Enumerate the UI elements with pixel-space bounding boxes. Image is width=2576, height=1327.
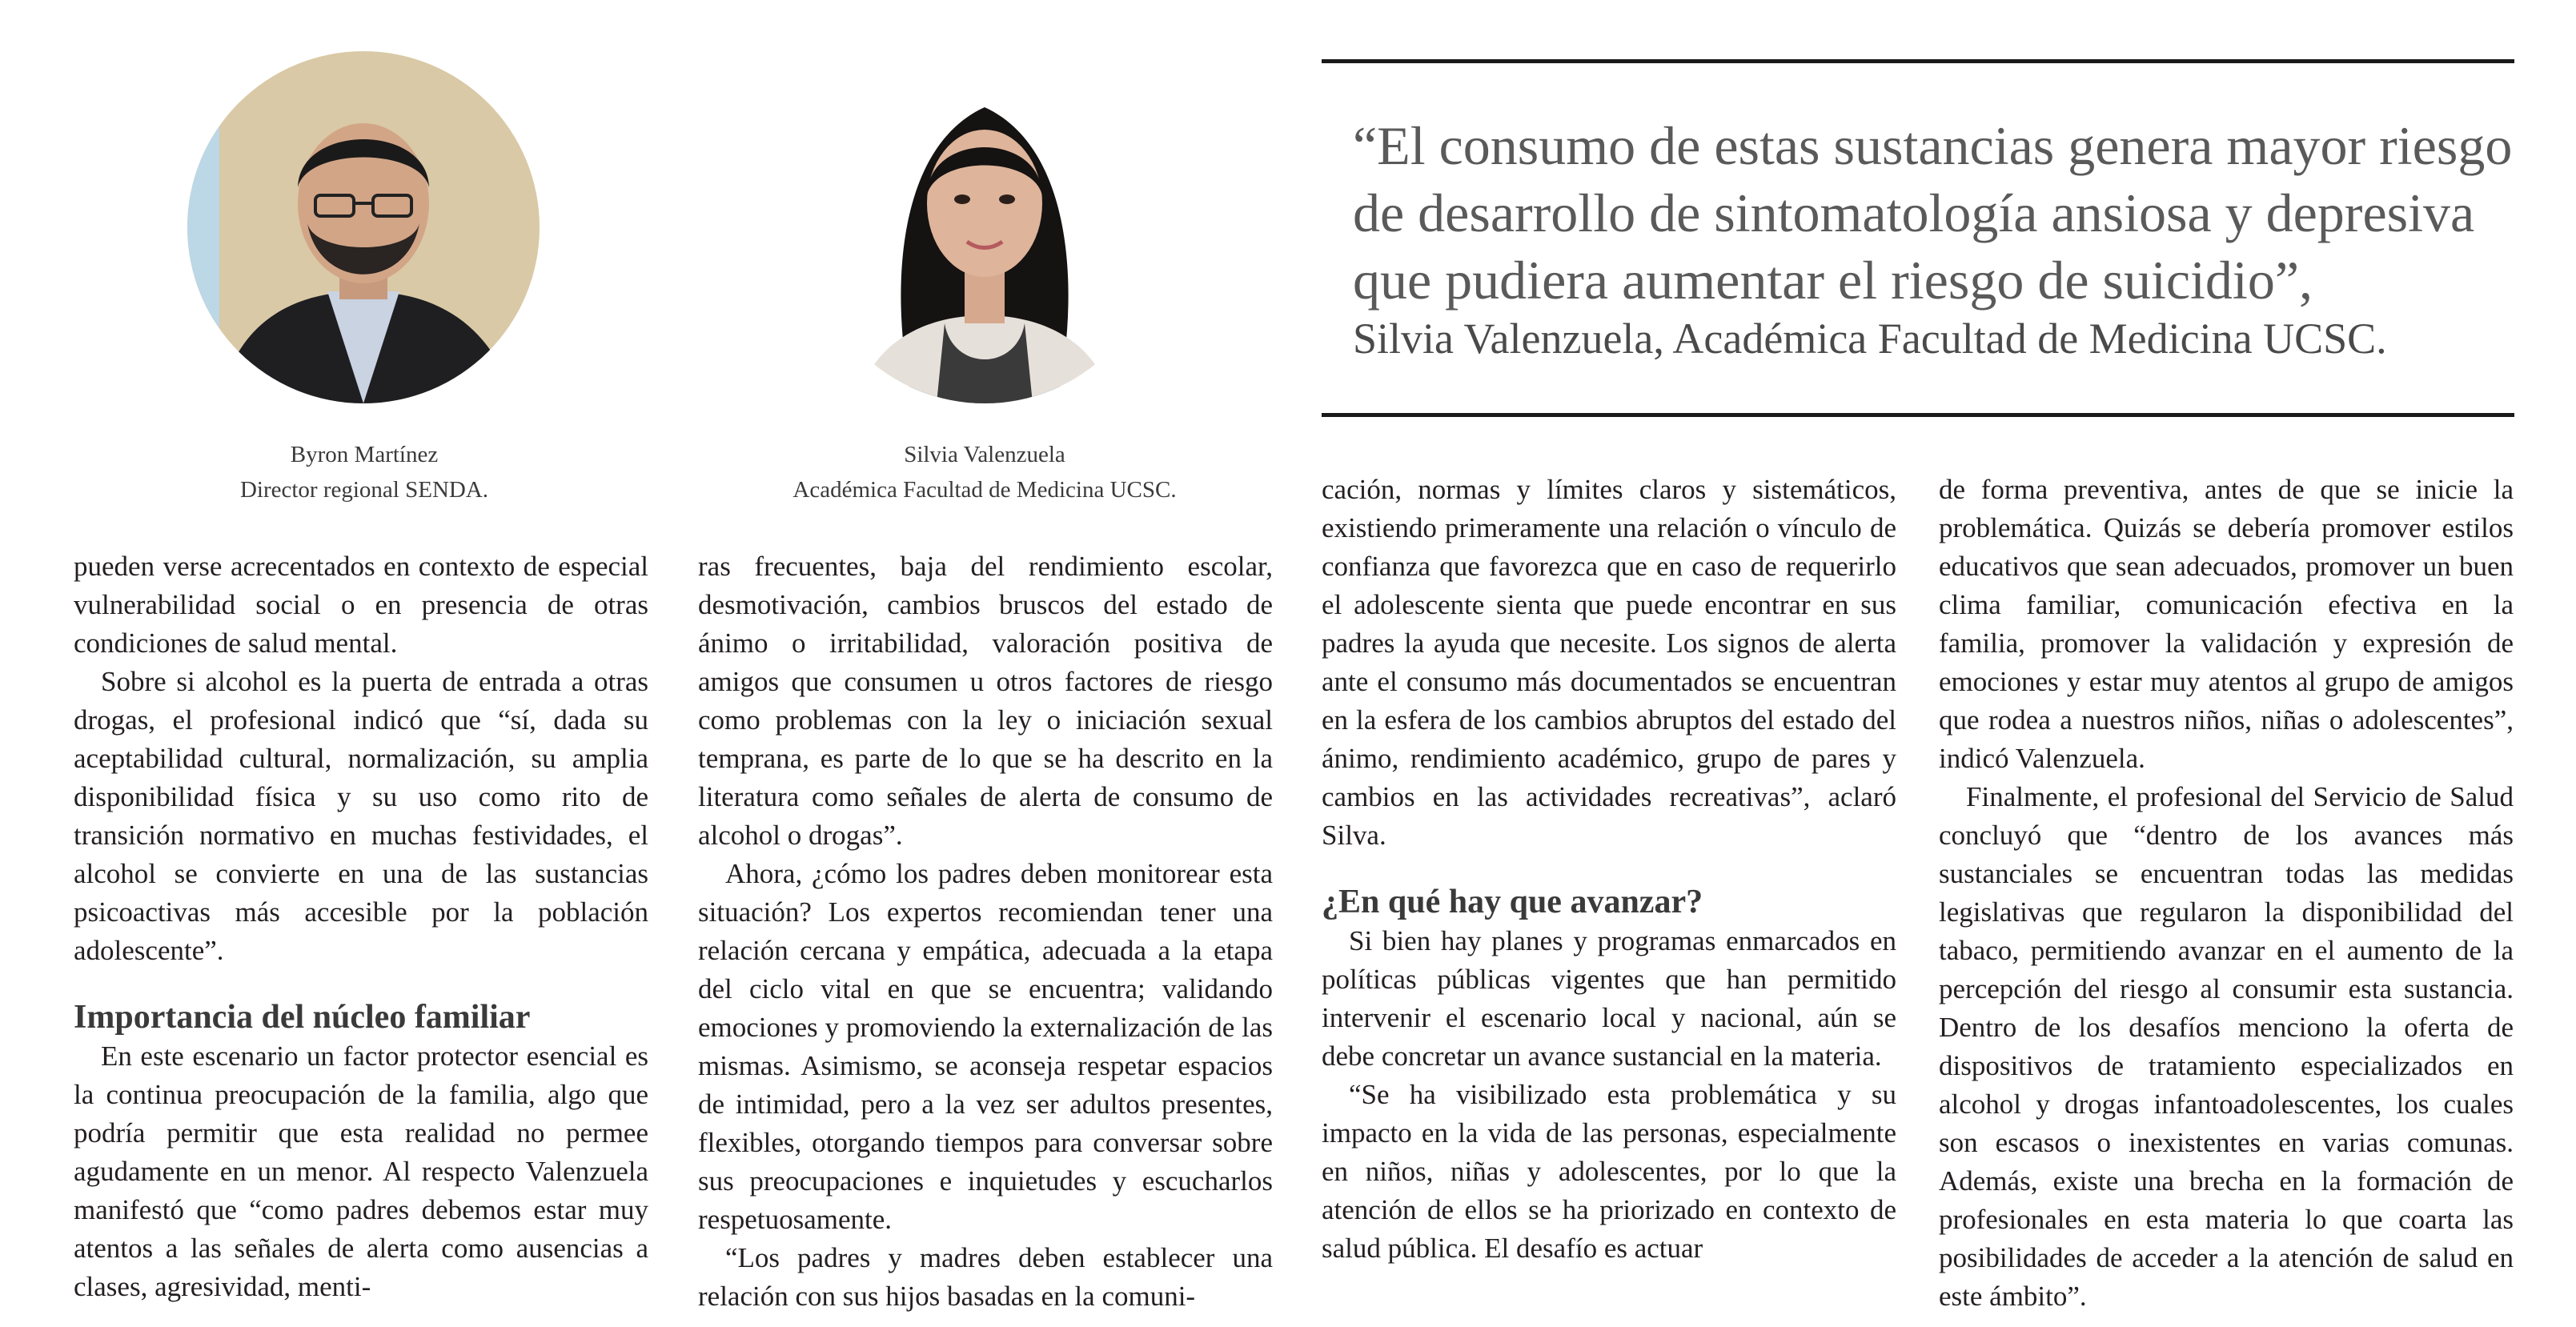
paragraph: pueden verse acrecentados en contexto de especial vulnerabilidad social o en presencia de otras condiciones de salud mental. <box>74 551 648 659</box>
pull-quote-line: que pudiera aumentar el riesgo de suicidio”, <box>1353 250 2313 311</box>
caption-role: Director regional SENDA. <box>239 477 489 503</box>
pull-quote-line: “El consumo de estas sustancias genera mayor riesgo <box>1353 115 2513 176</box>
article-column-2 <box>698 547 1273 1316</box>
paragraph: de forma preventiva, antes de que se inicie la problemática. Quizás se debería promover estilos educativos que sean adecuados, promover un buen clima familiar, comunicación efectiva en la familia, promover la validación y expresión de emociones y estar muy atentos al grupo de amigos que rodea a nuestros niños, niñas o adolescentes”, indicó Valenzuela. <box>1939 474 2514 774</box>
article-column-4 <box>1939 471 2514 1316</box>
pull-quote <box>1353 112 2538 363</box>
paragraph: Finalmente, el profesional del Servicio de Salud concluyó que “dentro de los avances más sustanciales se encuentran todas las medidas legislativas que regularon la disponibilidad del tabaco, permitiendo avanzar en el aumento de la percepción del riesgo al consumir esta sustancia. Dentro de los desafíos menciono la oferta de dispositivos de tratamiento especializados en alcohol y drogas infantoadolescentes, los cuales son escasos o inexistentes en varias comunas. Además, existe una brecha en la formación de profesionales en esta materia lo que coarta las posibilidades de acceder a la atención de salud en este ámbito”. <box>1939 781 2514 1312</box>
paragraph: Sobre si alcohol es la puerta de entrada a otras drogas, el profesional indicó que “sí, dada su aceptabilidad cultural, normalización, su amplia disponibilidad física y su uso como rito de transición normativo en muchas festividades, el alcohol se convierte en una de las sustancias psicoactivas más accesible por la población adolescente”. <box>74 666 648 966</box>
paragraph: Si bien hay planes y programas enmarcados en políticas públicas vigentes que han permitido intervenir el escenario local y nacional, aún se debe concretar un avance sustancial en la materia. <box>1322 925 1896 1072</box>
portrait-caption-byron <box>120 437 608 507</box>
pull-quote-top-rule <box>1322 59 2514 63</box>
section-heading: Importancia del núcleo familiar <box>74 999 531 1036</box>
article-column-1 <box>74 547 648 1306</box>
portrait-photo-silvia <box>809 51 1161 403</box>
caption-name: Silvia Valenzuela <box>904 442 1065 467</box>
article-column-3 <box>1322 471 1896 1268</box>
portrait-caption-silvia <box>720 437 1249 507</box>
pull-quote-line: de desarrollo de sintomatología ansiosa y depresiva <box>1353 182 2475 243</box>
paragraph: “Se ha visibilizado esta problemática y su impacto en la vida de las personas, especialmente en niños, niñas y adolescentes, por lo que la atención de ellos se ha priorizado en contexto de salud pública. El desafío es actuar <box>1322 1079 1896 1264</box>
paragraph: ras frecuentes, baja del rendimiento escolar, desmotivación, cambios bruscos del estado de ánimo o irritabilidad, valoración positiva de amigos que consumen u otros factores de riesgo como problemas con la ley o iniciación sexual temprana, es parte de lo que se ha descrito en la literatura como señales de alerta de consumo de alcohol o drogas”. <box>698 551 1273 851</box>
pull-quote-attribution: Silvia Valenzuela, Académica Facultad de Medicina UCSC. <box>1353 315 2387 363</box>
pull-quote-bottom-rule <box>1322 413 2514 417</box>
paragraph: cación, normas y límites claros y sistemáticos, existiendo primeramente una relación o vínculo de confianza que favorezca que en caso de requerirlo el adolescente sienta que puede encontrar en sus padres la ayuda que necesite. Los signos de alerta ante el consumo más documentados se encuentran en la esfera de los cambios abruptos del estado del ánimo, rendimiento académico, grupo de pares y cambios en las actividades recreativas”, aclaró Silva. <box>1322 474 1896 851</box>
portrait-photo-byron <box>187 51 540 403</box>
paragraph: En este escenario un factor protector esencial es la continua preocupación de la familia, algo que podría permitir que esta realidad no permee agudamente en un menor. Al respecto Valenzuela manifestó que “como padres debemos estar muy atentos a las señales de alerta como ausencias a clases, agresividad, menti- <box>74 1040 648 1302</box>
section-heading: ¿En qué hay que avanzar? <box>1322 884 1703 920</box>
caption-name: Byron Martínez <box>290 442 439 467</box>
caption-role: Académica Facultad de Medicina UCSC. <box>792 477 1177 503</box>
paragraph: Ahora, ¿cómo los padres deben monitorear esta situación? Los expertos recomiendan tener una relación cercana y empática, adecuada a la etapa del ciclo vital en que se encuentra; validando emociones y promoviendo la externalización de las mismas. Asimismo, se aconseja respetar espacios de intimidad, pero a la vez ser adultos presentes, flexibles, otorgando tiempos para conversar sobre sus preocupaciones e inquietudes y escucharlos respetuosamente. <box>698 858 1273 1235</box>
paragraph: “Los padres y madres deben establecer una relación con sus hijos basadas en la comuni- <box>698 1242 1273 1312</box>
